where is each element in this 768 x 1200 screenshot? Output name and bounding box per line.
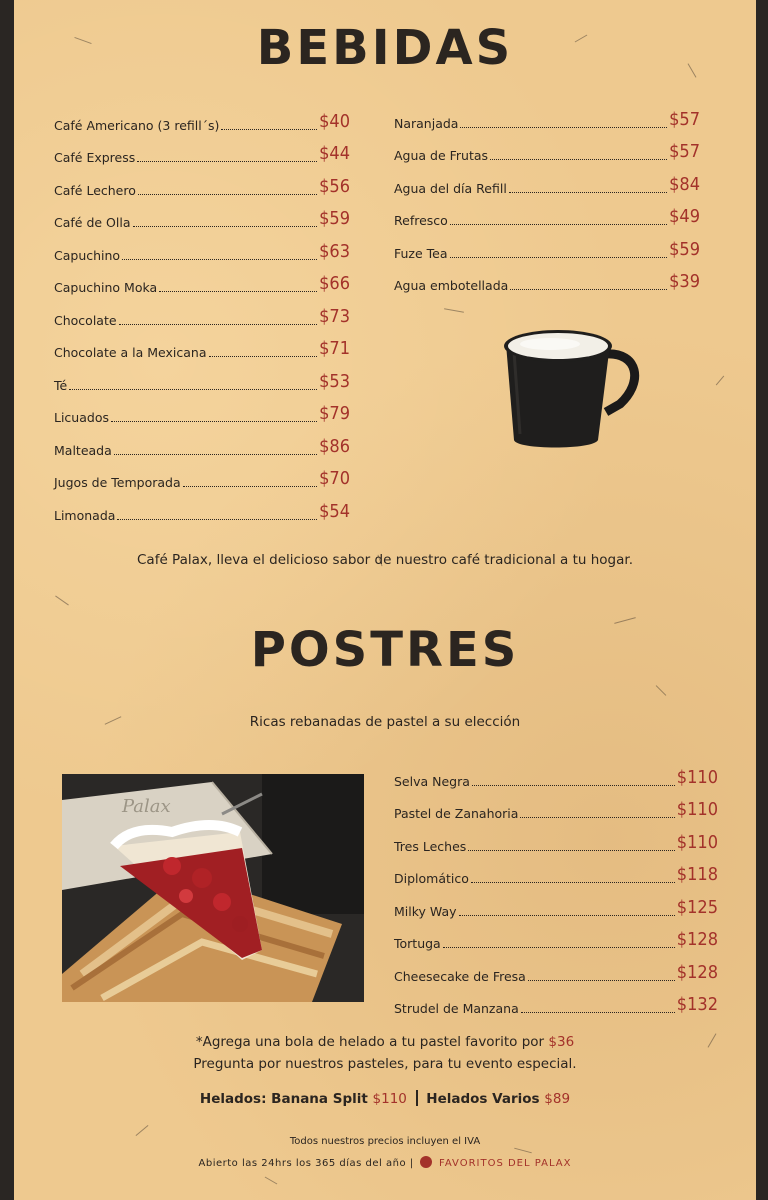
bebidas-note: Café Palax, lleva el delicioso sabor de nuestro café tradicional a tu hogar.	[137, 552, 633, 568]
menu-item	[394, 756, 718, 789]
item-price: $59	[669, 238, 700, 260]
dot-leader	[137, 161, 317, 162]
item-name: Agua del día Refill	[394, 180, 507, 196]
paper-fiber	[136, 1125, 149, 1136]
item-price: $39	[669, 271, 700, 292]
item-name: Refresco	[394, 213, 448, 228]
item-name: Licuados	[54, 410, 109, 425]
dot-leader	[117, 519, 317, 520]
dot-leader	[450, 257, 668, 258]
addon-text: *Agrega una bola de helado a tu pastel favorito por	[195, 1034, 545, 1050]
menu-item	[394, 789, 718, 822]
item-name: Chocolate a la Mexicana	[54, 345, 207, 360]
item-name: Capuchino Moka	[54, 280, 158, 295]
item-price: $57	[669, 108, 700, 130]
item-price: $84	[669, 173, 700, 195]
dot-leader	[520, 817, 674, 818]
dot-leader	[221, 129, 317, 130]
dot-leader	[509, 192, 667, 193]
menu-item	[394, 951, 718, 984]
menu-item	[394, 984, 718, 1017]
menu-item	[54, 263, 350, 296]
helados-line	[14, 1090, 756, 1107]
menu-item	[54, 393, 350, 426]
coffee-mug-image	[498, 322, 648, 462]
item-name: Tortuga	[394, 936, 441, 951]
menu-item	[54, 133, 350, 166]
item-price: $57	[669, 141, 700, 162]
item-price: $56	[319, 175, 350, 197]
item-name: Fuze Tea	[394, 245, 448, 261]
postres-title: POSTRES	[250, 622, 520, 678]
cake-photo	[62, 774, 364, 1002]
item-price: $128	[676, 961, 718, 983]
dot-leader	[69, 389, 317, 390]
bebidas-title: BEBIDAS	[256, 20, 514, 76]
menu-item	[54, 295, 350, 328]
dot-leader	[472, 785, 675, 786]
item-price: $110	[676, 766, 718, 788]
item-price: $44	[319, 143, 350, 164]
item-name: Agua embotellada	[394, 278, 509, 293]
cheesecake-image	[62, 774, 364, 1002]
item-name: Café de Olla	[54, 215, 131, 230]
item-name: Diplomático	[394, 871, 469, 886]
dot-leader	[111, 421, 317, 422]
item-name: Agua de Frutas	[394, 148, 489, 163]
item-name: Capuchino	[54, 247, 121, 263]
helados-divider	[416, 1090, 418, 1106]
hours-text: Abierto las 24hrs los 365 días del año |	[198, 1158, 414, 1169]
item-name: Chocolate	[54, 312, 117, 328]
menu-item	[54, 425, 350, 458]
menu-item	[54, 230, 350, 263]
helados-banana-price: $110	[372, 1091, 407, 1107]
addon-line	[14, 1034, 756, 1050]
dot-leader	[459, 915, 675, 916]
menu-item	[394, 821, 718, 854]
item-name: Naranjada	[394, 115, 459, 131]
menu-item	[394, 131, 700, 164]
menu-item	[54, 360, 350, 393]
brand-name: FAVORITOS DEL PALAX	[439, 1158, 572, 1169]
item-name: Malteada	[54, 442, 112, 458]
item-price: $49	[669, 206, 700, 227]
addon-price: $36	[548, 1034, 575, 1050]
helados-varios-price: $89	[544, 1091, 571, 1107]
item-name: Cheesecake de Fresa	[394, 968, 526, 984]
item-name: Selva Negra	[394, 773, 470, 789]
bebidas-right-list	[394, 98, 700, 293]
item-name: Limonada	[54, 507, 116, 523]
item-price: $66	[319, 273, 350, 294]
paper-fiber	[265, 1177, 278, 1185]
item-price: $71	[319, 338, 350, 359]
item-name: Tres Leches	[394, 838, 467, 854]
item-price: $132	[676, 994, 718, 1015]
item-price: $125	[676, 896, 718, 918]
dot-leader	[460, 127, 667, 128]
menu-item	[54, 198, 350, 231]
item-price: $54	[319, 500, 350, 522]
palax-logo-icon	[420, 1156, 432, 1168]
dot-leader	[122, 259, 317, 260]
dot-leader	[450, 224, 667, 225]
item-price: $59	[319, 208, 350, 229]
item-name: Café Americano (3 refill´s)	[54, 117, 220, 133]
paper-fiber	[716, 376, 724, 386]
item-name: Té	[54, 377, 68, 393]
dot-leader	[468, 850, 675, 851]
item-name: Café Express	[54, 150, 136, 165]
menu-item	[394, 196, 700, 229]
item-name: Café Lechero	[54, 182, 136, 198]
postres-list	[394, 756, 718, 1016]
dot-leader	[490, 159, 667, 160]
dot-leader	[443, 947, 675, 948]
item-price: $70	[319, 468, 350, 489]
menu-item	[54, 458, 350, 491]
menu-page	[14, 0, 756, 1200]
dot-leader	[119, 324, 318, 325]
dot-leader	[133, 226, 318, 227]
menu-item	[394, 919, 718, 952]
item-price: $128	[676, 929, 718, 950]
paper-fiber	[514, 1148, 532, 1154]
dot-leader	[521, 1012, 675, 1013]
menu-item	[54, 100, 350, 133]
item-name: Pastel de Zanahoria	[394, 806, 519, 821]
menu-item	[394, 886, 718, 919]
postres-subtitle: Ricas rebanadas de pastel a su elección	[249, 714, 521, 730]
menu-item	[54, 165, 350, 198]
dot-leader	[528, 980, 675, 981]
item-price: $79	[319, 403, 350, 424]
palax-logo: Palax	[122, 796, 171, 817]
dot-leader	[159, 291, 317, 292]
item-price: $118	[676, 864, 718, 885]
menu-item	[394, 98, 700, 131]
dot-leader	[471, 882, 675, 883]
item-name: Milky Way	[394, 903, 457, 919]
item-name: Jugos de Temporada	[54, 475, 181, 490]
item-price: $110	[676, 799, 718, 820]
dot-leader	[209, 356, 318, 357]
item-price: $53	[319, 370, 350, 392]
dot-leader	[114, 454, 317, 455]
event-line: Pregunta por nuestros pasteles, para tu evento especial.	[193, 1056, 577, 1072]
helados-varios-label: Helados Varios	[426, 1091, 540, 1107]
dot-leader	[183, 486, 317, 487]
menu-item	[394, 854, 718, 887]
menu-item	[394, 228, 700, 261]
item-price: $73	[319, 305, 350, 327]
dot-leader	[138, 194, 317, 195]
menu-item	[394, 261, 700, 294]
item-name: Strudel de Manzana	[394, 1001, 519, 1016]
item-price: $110	[676, 831, 718, 853]
helados-banana-label: Helados: Banana Split	[199, 1091, 368, 1107]
hours-line	[14, 1156, 756, 1169]
item-price: $40	[319, 110, 350, 132]
menu-item	[54, 328, 350, 361]
bebidas-left-list	[54, 100, 350, 523]
dot-leader	[510, 289, 667, 290]
menu-item	[54, 490, 350, 523]
iva-note: Todos nuestros precios incluyen el IVA	[289, 1136, 481, 1147]
item-price: $63	[319, 240, 350, 262]
paper-fiber	[444, 308, 464, 312]
item-price: $86	[319, 435, 350, 457]
menu-item	[394, 163, 700, 196]
paper-fiber	[55, 596, 69, 606]
paper-fiber	[656, 685, 667, 696]
